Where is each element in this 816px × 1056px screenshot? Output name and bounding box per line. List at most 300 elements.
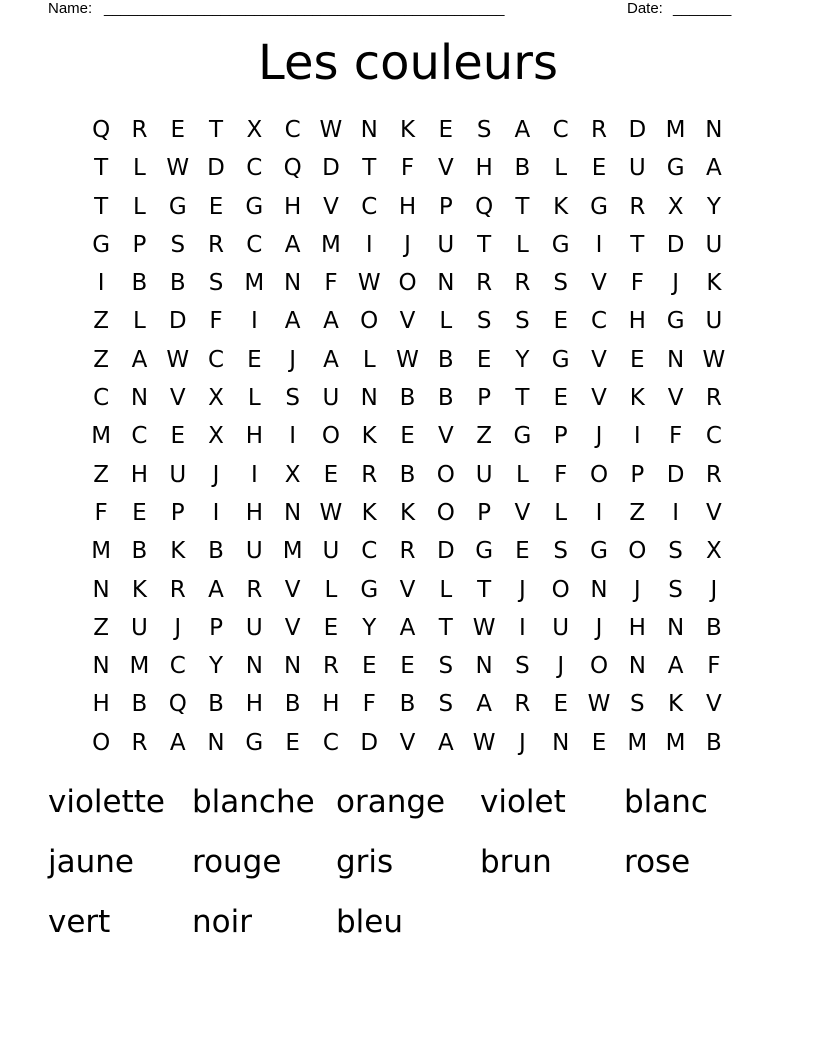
grid-letter: H bbox=[283, 193, 302, 220]
grid-letter: V bbox=[399, 729, 416, 756]
grid-letter: J bbox=[212, 461, 220, 488]
grid-letter: F bbox=[324, 270, 338, 297]
grid-letter: U bbox=[475, 461, 493, 488]
grid-letter: E bbox=[361, 653, 377, 680]
grid-letter: C bbox=[246, 155, 263, 182]
grid-letter: F bbox=[668, 423, 683, 450]
grid-letter: U bbox=[245, 614, 263, 641]
grid-letter: F bbox=[400, 155, 415, 182]
grid-letter: W bbox=[319, 499, 343, 526]
word-bank-item: violette bbox=[48, 784, 165, 820]
grid-letter: N bbox=[590, 576, 608, 603]
grid-letter: L bbox=[439, 576, 453, 603]
grid-letter: R bbox=[705, 461, 722, 488]
grid-letter: W bbox=[166, 155, 190, 182]
grid-letter: X bbox=[208, 385, 224, 412]
grid-letter: T bbox=[362, 155, 377, 182]
grid-letter: W bbox=[319, 117, 343, 143]
grid-letter: J bbox=[557, 653, 565, 680]
grid-letter: X bbox=[706, 538, 722, 565]
grid-letter: I bbox=[519, 614, 526, 641]
grid-letter: U bbox=[322, 538, 340, 565]
grid-letter: S bbox=[438, 691, 454, 718]
grid-letter: O bbox=[436, 461, 455, 488]
page-title: Les couleurs bbox=[258, 35, 558, 91]
grid-letter: I bbox=[250, 461, 258, 488]
grid-letter: R bbox=[514, 270, 531, 297]
grid-letter: V bbox=[667, 385, 684, 412]
name-label: Name: bbox=[48, 0, 93, 17]
grid-letter: Q bbox=[475, 193, 494, 220]
grid-letter: W bbox=[472, 729, 496, 756]
grid-letter: S bbox=[476, 117, 492, 143]
grid-letter: K bbox=[399, 117, 416, 143]
grid-letter: A bbox=[476, 691, 492, 718]
grid-letter: R bbox=[169, 576, 186, 603]
grid-letter: J bbox=[174, 614, 182, 641]
grid-letter: F bbox=[630, 270, 644, 297]
grid-letter: U bbox=[628, 155, 646, 182]
grid-letter: C bbox=[361, 193, 378, 220]
date-field-line: _______ bbox=[673, 0, 732, 17]
grid-letter: Q bbox=[283, 155, 302, 182]
grid-letter: B bbox=[169, 270, 186, 297]
grid-letter: L bbox=[247, 385, 261, 412]
grid-letter: V bbox=[514, 499, 531, 526]
grid-letter: Z bbox=[629, 499, 646, 526]
grid-letter: F bbox=[554, 461, 568, 488]
grid-letter: E bbox=[323, 614, 339, 641]
grid-letter: G bbox=[551, 346, 570, 373]
grid-letter: C bbox=[590, 308, 608, 335]
grid-letter: V bbox=[399, 308, 416, 335]
grid-letter: H bbox=[245, 691, 263, 718]
grid-letter: C bbox=[131, 423, 148, 450]
grid-letter: E bbox=[515, 538, 530, 565]
grid-letter: G bbox=[475, 538, 494, 565]
grid-letter: I bbox=[365, 231, 373, 258]
grid-letter: Z bbox=[476, 423, 492, 450]
grid-letter: K bbox=[361, 499, 377, 526]
grid-letter: K bbox=[170, 538, 186, 565]
grid-letter: L bbox=[516, 461, 529, 488]
grid-letter: P bbox=[209, 614, 223, 641]
grid-letter: M bbox=[665, 117, 686, 143]
grid-letter: D bbox=[322, 155, 340, 182]
grid-letter: J bbox=[404, 231, 411, 258]
grid-letter: O bbox=[321, 423, 340, 450]
grid-letter: E bbox=[400, 653, 415, 680]
grid-letter: H bbox=[628, 308, 646, 335]
grid-letter: V bbox=[591, 346, 607, 373]
grid-letter: X bbox=[208, 423, 224, 450]
grid-letter: B bbox=[131, 270, 148, 297]
grid-letter: G bbox=[360, 576, 379, 603]
grid-letter: E bbox=[630, 346, 645, 373]
grid-letter: J bbox=[595, 614, 603, 641]
grid-letter: R bbox=[322, 653, 339, 680]
grid-letter: L bbox=[133, 193, 146, 220]
name-field-line: ________________________________________________ bbox=[104, 0, 505, 17]
grid-letter: R bbox=[514, 691, 531, 718]
grid-letter: S bbox=[515, 653, 530, 680]
grid-letter: G bbox=[666, 155, 685, 182]
grid-letter: S bbox=[515, 308, 530, 335]
grid-letter: V bbox=[323, 193, 339, 220]
grid-letter: E bbox=[591, 155, 607, 182]
grid-letter: Z bbox=[93, 308, 110, 335]
grid-letter: J bbox=[519, 729, 526, 756]
grid-letter: G bbox=[245, 193, 264, 220]
grid-letter: S bbox=[476, 308, 492, 335]
grid-letter: N bbox=[284, 270, 302, 297]
grid-letter: P bbox=[477, 385, 492, 412]
grid-letter: O bbox=[360, 308, 379, 335]
grid-letter: C bbox=[552, 117, 569, 143]
grid-letter: G bbox=[590, 538, 608, 565]
grid-letter: K bbox=[553, 193, 569, 220]
grid-letter: M bbox=[244, 270, 265, 297]
grid-letter: T bbox=[515, 385, 530, 412]
grid-letter: W bbox=[357, 270, 381, 297]
grid-letter: L bbox=[554, 499, 568, 526]
grid-letter: H bbox=[130, 461, 149, 488]
grid-letter: R bbox=[361, 461, 378, 488]
grid-letter: Y bbox=[706, 193, 721, 220]
grid-letter: U bbox=[705, 231, 723, 258]
grid-letter: B bbox=[399, 461, 416, 488]
grid-letter: B bbox=[131, 691, 148, 718]
grid-letter: D bbox=[666, 231, 685, 258]
grid-letter: N bbox=[666, 614, 685, 641]
grid-letter: H bbox=[245, 423, 263, 450]
grid-letter: J bbox=[595, 423, 603, 450]
grid-letter: S bbox=[553, 270, 569, 297]
grid-letter: B bbox=[437, 346, 454, 373]
grid-letter: H bbox=[475, 155, 493, 182]
grid-letter: V bbox=[284, 576, 301, 603]
grid-letter: A bbox=[437, 729, 454, 756]
grid-letter: N bbox=[360, 117, 378, 143]
grid-letter: N bbox=[475, 653, 493, 680]
grid-letter: V bbox=[437, 423, 454, 450]
grid-letter: M bbox=[91, 423, 112, 450]
grid-letter: X bbox=[246, 117, 263, 143]
grid-letter: D bbox=[628, 117, 647, 143]
grid-letter: X bbox=[284, 461, 301, 488]
grid-letter: C bbox=[246, 231, 263, 258]
grid-letter: E bbox=[132, 499, 147, 526]
grid-letter: P bbox=[630, 461, 645, 488]
grid-letter: B bbox=[208, 538, 224, 565]
word-bank-item: orange bbox=[336, 784, 446, 820]
grid-letter: H bbox=[322, 691, 340, 718]
grid-letter: I bbox=[595, 499, 603, 526]
grid-letter: E bbox=[208, 193, 224, 220]
grid-letter: R bbox=[399, 538, 416, 565]
grid-letter: M bbox=[282, 538, 303, 565]
grid-letter: S bbox=[285, 385, 300, 412]
grid-letter: M bbox=[321, 231, 341, 258]
grid-letter: M bbox=[91, 538, 112, 565]
grid-letter: G bbox=[92, 231, 111, 258]
grid-letter: D bbox=[666, 461, 685, 488]
grid-letter: S bbox=[553, 538, 569, 565]
grid-letter: G bbox=[513, 423, 532, 450]
grid-letter: O bbox=[436, 499, 455, 526]
grid-letter: Y bbox=[515, 346, 530, 373]
grid-letter: O bbox=[92, 729, 111, 756]
grid-letter: C bbox=[322, 729, 339, 756]
grid-letter: P bbox=[553, 423, 568, 450]
grid-letter: V bbox=[399, 576, 416, 603]
grid-letter: C bbox=[284, 117, 301, 143]
grid-letter: C bbox=[705, 423, 722, 450]
word-bank bbox=[48, 777, 768, 957]
grid-letter: H bbox=[398, 193, 417, 220]
grid-letter: T bbox=[438, 614, 453, 641]
grid-letter: U bbox=[437, 231, 455, 258]
grid-letter: B bbox=[399, 691, 416, 718]
grid-letter: E bbox=[476, 346, 492, 373]
letter-grid bbox=[82, 111, 733, 762]
word-bank-item: vert bbox=[48, 904, 111, 940]
grid-letter: L bbox=[554, 155, 568, 182]
grid-letter: W bbox=[587, 691, 611, 718]
grid-letter: K bbox=[131, 576, 147, 603]
word-bank-item: rouge bbox=[192, 844, 282, 880]
grid-letter: E bbox=[438, 117, 454, 143]
grid-letter: A bbox=[284, 231, 301, 258]
grid-letter: P bbox=[438, 193, 453, 220]
grid-letter: Q bbox=[168, 691, 187, 718]
grid-letter: B bbox=[208, 691, 224, 718]
grid-letter: G bbox=[666, 308, 685, 335]
grid-letter: N bbox=[284, 499, 302, 526]
grid-letter: Y bbox=[209, 653, 224, 680]
grid-letter: D bbox=[360, 729, 379, 756]
grid-letter: I bbox=[672, 499, 679, 526]
grid-letter: G bbox=[551, 231, 570, 258]
grid-letter: M bbox=[129, 653, 150, 680]
grid-letter: N bbox=[92, 576, 110, 603]
grid-letter: U bbox=[322, 385, 340, 412]
grid-letter: O bbox=[589, 461, 609, 488]
grid-letter: P bbox=[170, 499, 185, 526]
grid-letter: T bbox=[630, 231, 645, 258]
grid-letter: N bbox=[130, 385, 149, 412]
grid-letter: J bbox=[519, 576, 526, 603]
grid-letter: R bbox=[476, 270, 493, 297]
grid-letter: T bbox=[477, 231, 492, 258]
grid-letter: U bbox=[131, 614, 148, 641]
grid-letter: N bbox=[284, 653, 302, 680]
grid-letter: B bbox=[706, 729, 722, 756]
grid-letter: L bbox=[133, 308, 146, 335]
grid-letter: D bbox=[168, 308, 187, 335]
grid-letter: G bbox=[245, 729, 264, 756]
grid-letter: M bbox=[627, 729, 648, 756]
grid-letter: X bbox=[667, 193, 684, 220]
grid-letter: I bbox=[633, 423, 641, 450]
grid-letter: K bbox=[706, 270, 722, 297]
grid-letter: J bbox=[289, 346, 297, 373]
grid-letter: E bbox=[553, 308, 568, 335]
grid-letter: J bbox=[710, 576, 718, 603]
grid-letter: T bbox=[515, 193, 530, 220]
grid-letter: W bbox=[702, 346, 726, 373]
grid-letter: K bbox=[629, 385, 645, 412]
grid-letter: B bbox=[284, 691, 301, 718]
grid-letter: H bbox=[245, 499, 263, 526]
grid-letter: L bbox=[324, 576, 338, 603]
grid-letter: R bbox=[131, 117, 148, 143]
grid-letter: A bbox=[284, 308, 301, 335]
word-bank-item: gris bbox=[336, 844, 394, 880]
grid-letter: V bbox=[437, 155, 454, 182]
grid-letter: D bbox=[207, 155, 225, 182]
word-bank-item: blanche bbox=[192, 784, 315, 820]
grid-letter: B bbox=[131, 538, 148, 565]
grid-letter: F bbox=[362, 691, 376, 718]
grid-letter: P bbox=[132, 231, 147, 258]
grid-letter: H bbox=[628, 614, 646, 641]
grid-letter: G bbox=[168, 193, 187, 220]
grid-letter: S bbox=[170, 231, 186, 258]
grid-letter: S bbox=[630, 691, 645, 718]
grid-letter: N bbox=[666, 346, 685, 373]
grid-letter: E bbox=[553, 691, 568, 718]
grid-letter: O bbox=[628, 538, 647, 565]
grid-letter: C bbox=[361, 538, 378, 565]
grid-letter: V bbox=[169, 385, 186, 412]
grid-letter: I bbox=[595, 231, 603, 258]
grid-letter: T bbox=[209, 117, 224, 143]
grid-letter: E bbox=[591, 729, 607, 756]
grid-letter: R bbox=[208, 231, 225, 258]
word-bank-item: rose bbox=[624, 844, 691, 880]
grid-letter: V bbox=[706, 691, 722, 718]
worksheet-header bbox=[48, 0, 748, 20]
grid-letter: Y bbox=[362, 614, 377, 641]
grid-letter: U bbox=[169, 461, 187, 488]
grid-letter: O bbox=[589, 653, 609, 680]
grid-letter: L bbox=[439, 308, 453, 335]
grid-letter: Q bbox=[92, 117, 111, 143]
grid-letter: E bbox=[285, 729, 300, 756]
grid-letter: V bbox=[706, 499, 722, 526]
grid-letter: A bbox=[323, 308, 339, 335]
grid-letter: D bbox=[436, 538, 455, 565]
word-bank-item: noir bbox=[192, 904, 252, 940]
grid-letter: R bbox=[131, 729, 148, 756]
grid-letter: B bbox=[514, 155, 531, 182]
grid-letter: E bbox=[553, 385, 568, 412]
grid-letter: G bbox=[590, 193, 608, 220]
grid-letter: J bbox=[672, 270, 679, 297]
grid-letter: N bbox=[705, 117, 723, 143]
grid-letter: A bbox=[169, 729, 186, 756]
grid-letter: I bbox=[289, 423, 297, 450]
grid-letter: I bbox=[212, 499, 220, 526]
grid-letter: N bbox=[552, 729, 570, 756]
grid-letter: K bbox=[361, 423, 377, 450]
grid-letter: V bbox=[284, 614, 301, 641]
word-bank-item: brun bbox=[480, 844, 552, 880]
word-bank-item: blanc bbox=[624, 784, 708, 820]
grid-letter: E bbox=[400, 423, 415, 450]
grid-letter: A bbox=[667, 653, 684, 680]
grid-letter: B bbox=[706, 614, 722, 641]
grid-letter: F bbox=[94, 499, 108, 526]
grid-letter: S bbox=[438, 653, 454, 680]
word-bank-item: bleu bbox=[336, 904, 404, 940]
grid-letter: B bbox=[399, 385, 416, 412]
grid-letter: V bbox=[591, 270, 607, 297]
grid-letter: L bbox=[362, 346, 376, 373]
grid-letter: R bbox=[246, 576, 263, 603]
grid-letter: W bbox=[396, 346, 419, 373]
grid-letter: B bbox=[437, 385, 454, 412]
grid-letter: U bbox=[705, 308, 723, 335]
grid-letter: E bbox=[247, 346, 262, 373]
grid-letter: F bbox=[707, 653, 721, 680]
grid-letter: N bbox=[92, 653, 110, 680]
grid-letter: C bbox=[169, 653, 186, 680]
grid-letter: N bbox=[207, 729, 225, 756]
grid-letter: C bbox=[208, 346, 225, 373]
grid-letter: S bbox=[668, 576, 683, 603]
grid-letter: I bbox=[97, 270, 105, 297]
grid-letter: F bbox=[209, 308, 223, 335]
grid-letter: O bbox=[551, 576, 570, 603]
grid-letter: N bbox=[360, 385, 378, 412]
grid-letter: R bbox=[591, 117, 607, 143]
grid-letter: V bbox=[591, 385, 607, 412]
grid-letter: O bbox=[398, 270, 417, 297]
grid-letter: T bbox=[477, 576, 492, 603]
grid-letter: Z bbox=[93, 461, 110, 488]
grid-letter: P bbox=[477, 499, 492, 526]
grid-letter: N bbox=[437, 270, 455, 297]
word-bank-item: jaune bbox=[48, 844, 134, 880]
grid-letter: T bbox=[94, 193, 109, 220]
grid-letter: A bbox=[208, 576, 224, 603]
grid-letter: A bbox=[514, 117, 531, 143]
grid-letter: N bbox=[245, 653, 263, 680]
grid-letter: E bbox=[323, 461, 339, 488]
grid-letter: U bbox=[245, 538, 263, 565]
grid-letter: Z bbox=[93, 346, 110, 373]
grid-letter: J bbox=[633, 576, 641, 603]
grid-letter: A bbox=[399, 614, 416, 641]
grid-letter: C bbox=[93, 385, 110, 412]
grid-letter: Z bbox=[93, 614, 110, 641]
word-bank-item: violet bbox=[480, 784, 566, 820]
grid-letter: W bbox=[166, 346, 190, 373]
grid-letter: R bbox=[705, 385, 722, 412]
grid-letter: R bbox=[629, 193, 646, 220]
grid-letter: H bbox=[92, 691, 110, 718]
grid-letter: E bbox=[170, 423, 186, 450]
grid-letter: A bbox=[323, 346, 339, 373]
grid-letter: W bbox=[472, 614, 496, 641]
grid-letter: I bbox=[250, 308, 258, 335]
grid-letter: A bbox=[131, 346, 148, 373]
grid-letter: E bbox=[170, 117, 186, 143]
grid-letter: M bbox=[665, 729, 686, 756]
grid-letter: S bbox=[668, 538, 683, 565]
